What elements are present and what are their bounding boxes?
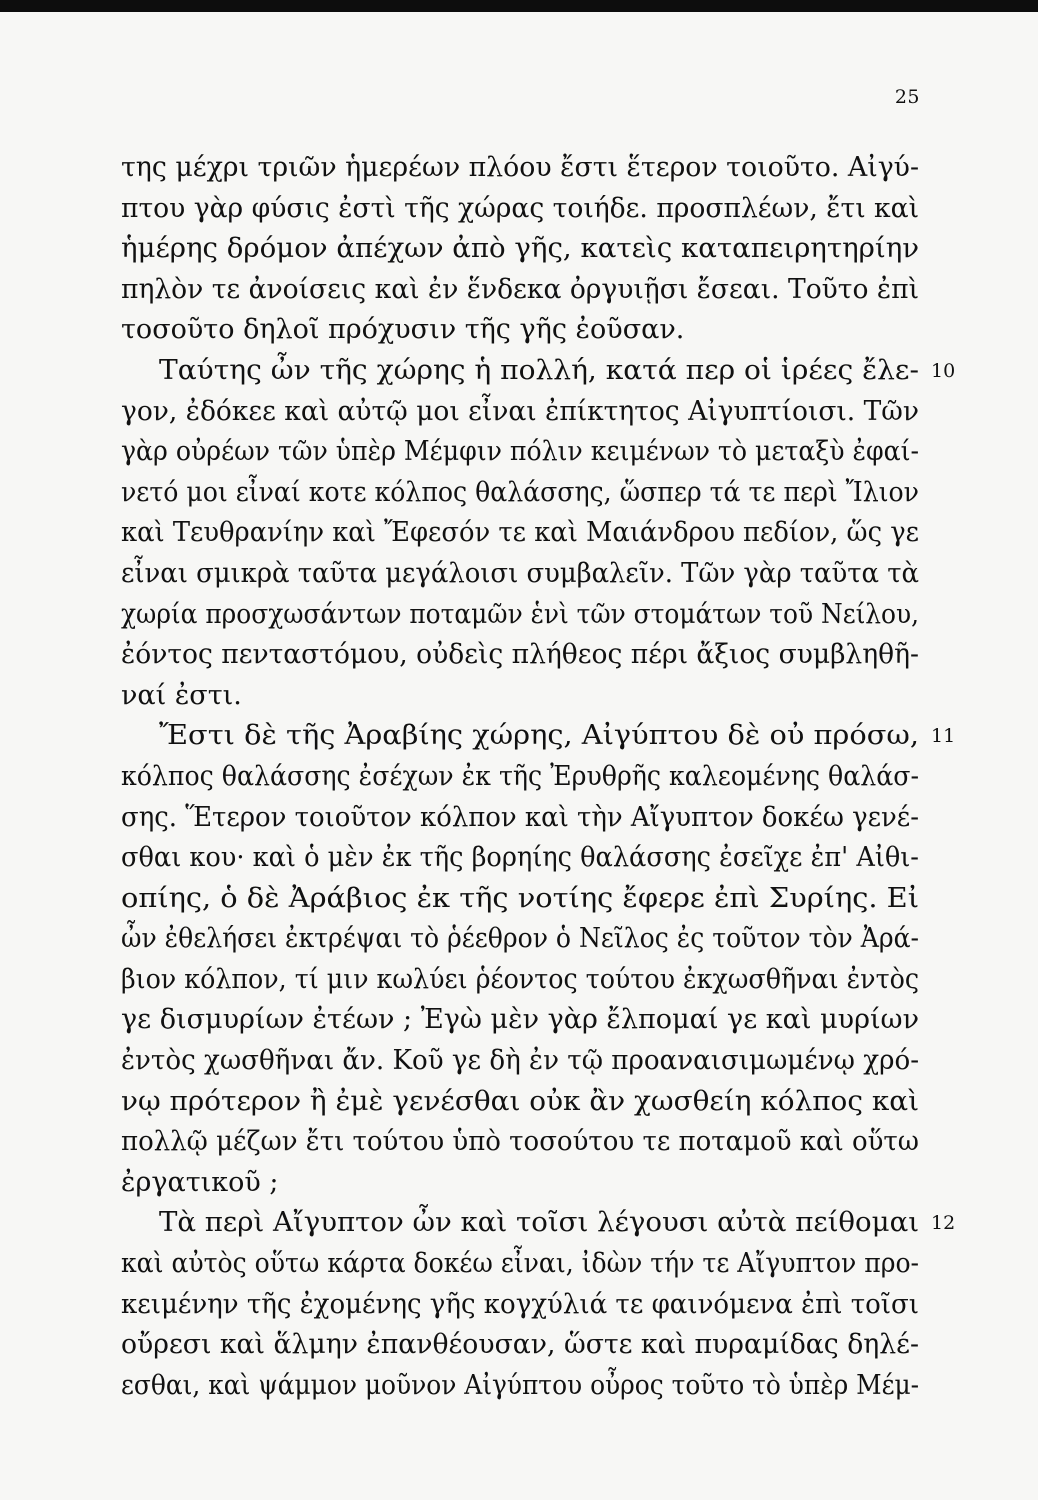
text-line (121, 757, 919, 798)
text-line (121, 635, 919, 676)
text-line-content: κόλπος θαλάσσης ἐσέχων ἐκ τῆς Ἐρυθρῆς καλεομένης θαλάσ- (121, 760, 920, 792)
text-line-content: σης. Ἕτερον τοιοῦτον κόλπον καὶ τὴν Αἴγυπτον δοκέω γενέ- (121, 801, 920, 833)
text-line-content: ναί ἐστι. (121, 679, 242, 711)
text-line-content: πολλῷ μέζων ἔτι τούτου ὑπὸ τοσούτου τε ποταμοῦ καὶ οὕτω (121, 1126, 919, 1158)
scan-top-border (0, 0, 1038, 12)
text-line-content: νῳ πρότερον ἢ ἐμὲ γενέσθαι οὐκ ἂν χωσθείη κόλπος καὶ (121, 1085, 920, 1117)
text-line (121, 392, 919, 433)
text-line-content: καὶ Τευθρανίην καὶ Ἔφεσόν τε καὶ Μαιάνδρου πεδίον, ὥς γε (121, 517, 919, 549)
text-line-content: βιον κόλπον, τί μιν κωλύει ῥέοντος τούτου ἐκχωσθῆναι ἐντὸς (121, 963, 920, 995)
text-line (121, 1000, 919, 1041)
text-line (121, 473, 919, 514)
text-line (121, 1041, 919, 1082)
text-line-content: Ταύτης ὦν τῆς χώρης ἡ πολλή, κατά περ οἱ ἱρέες ἔλε- (159, 354, 919, 386)
section-number: 10 (931, 359, 956, 382)
text-line-content: γον, ἐδόκεε καὶ αὐτῷ μοι εἶναι ἐπίκτητος Αἰγυπτίοισι. Τῶν (121, 395, 920, 427)
text-line (121, 1366, 919, 1407)
text-line-content: ἐντὸς χωσθῆναι ἄν. Κοῦ γε δὴ ἐν τῷ προαναισιμωμένῳ χρό- (121, 1045, 920, 1077)
text-line (121, 432, 919, 473)
text-line (121, 1325, 919, 1366)
text-line-content: Τὰ περὶ Αἴγυπτον ὦν καὶ τοῖσι λέγουσι αὐτὰ πείθομαι (159, 1207, 920, 1239)
text-line (121, 595, 919, 636)
text-line-content: καὶ αὐτὸς οὕτω κάρτα δοκέω εἶναι, ἰδὼν τήν τε Αἴγυπτον προ- (121, 1248, 920, 1280)
text-line (121, 879, 919, 920)
text-line-content: εσθαι, καὶ ψάμμον μοῦνον Αἰγύπτου οὖρος τοῦτο τὸ ὑπὲρ Μέμ- (121, 1369, 920, 1401)
text-line-content: κειμένην τῆς ἐχομένης γῆς κογχύλιά τε φαινόμενα ἐπὶ τοῖσι (121, 1288, 919, 1320)
text-line-content: γὰρ οὐρέων τῶν ὑπὲρ Μέμφιν πόλιν κειμένων τὸ μεταξὺ ἐφαί- (121, 436, 920, 468)
text-line (121, 270, 919, 311)
text-line (121, 1163, 919, 1204)
text-line-content: πτου γὰρ φύσις ἐστὶ τῆς χώρας τοιήδε. προσπλέων, ἔτι καὶ (121, 192, 920, 224)
text-line (121, 189, 919, 230)
text-line (121, 1203, 956, 1244)
text-line (121, 148, 919, 189)
section-number: 11 (931, 725, 956, 748)
greek-text-body (121, 148, 956, 1406)
text-line-content: γε δισμυρίων ἐτέων ; Ἐγὼ μὲν γὰρ ἔλπομαί γε καὶ μυρίων (121, 1004, 920, 1036)
text-line (121, 1244, 919, 1285)
text-line-content: τοσοῦτο δηλοῖ πρόχυσιν τῆς γῆς ἐοῦσαν. (121, 314, 685, 346)
text-line-content: εἶναι σμικρὰ ταῦτα μεγάλοισι συμβαλεῖν. Τῶν γὰρ ταῦτα τὰ (121, 557, 920, 589)
text-line-content: σθαι κου· καὶ ὁ μὲν ἐκ τῆς βορηίης θαλάσσης ἐσεῖχε ἐπ' Αἰθι- (121, 842, 919, 874)
text-line (121, 310, 919, 351)
text-line-content: της μέχρι τριῶν ἡμερέων πλόου ἔστι ἕτερον τοιοῦτο. Αἰγύ- (121, 152, 920, 183)
text-line-content: οὔρεσι καὶ ἅλμην ἐπανθέουσαν, ὥστε καὶ πυραμίδας δηλέ- (121, 1329, 919, 1361)
text-line (121, 554, 919, 595)
text-line (121, 351, 956, 392)
text-line-content: ἡμέρης δρόμον ἀπέχων ἀπὸ γῆς, κατεὶς καταπειρητηρίην (121, 233, 920, 265)
text-line (121, 1285, 919, 1326)
text-line-content: Ἔστι δὲ τῆς Ἀραβίης χώρης, Αἰγύπτου δὲ οὐ πρόσω, (159, 720, 920, 752)
text-line (121, 798, 919, 839)
text-line-content: ὦν ἐθελήσει ἐκτρέψαι τὸ ῥέεθρον ὁ Νεῖλος ἐς τοῦτον τὸν Ἀρά- (121, 923, 920, 955)
text-line (121, 960, 919, 1001)
text-line (121, 229, 919, 270)
page-number: 25 (894, 86, 920, 108)
text-line (121, 716, 956, 757)
text-line-content: ἐργατικοῦ ; (121, 1166, 279, 1198)
text-line-content: οπίης, ὁ δὲ Ἀράβιος ἐκ τῆς νοτίης ἔφερε ἐπὶ Συρίης. Εἰ (121, 882, 920, 914)
text-line-content: χωρία προσχωσάντων ποταμῶν ἑνὶ τῶν στομάτων τοῦ Νείλου, (121, 598, 920, 630)
text-line (121, 838, 919, 879)
text-line (121, 1122, 919, 1163)
text-line (121, 1082, 919, 1123)
text-line (121, 919, 919, 960)
text-line-content: νετό μοι εἶναί κοτε κόλπος θαλάσσης, ὥσπερ τά τε περὶ Ἴλιον (121, 476, 919, 508)
text-line (121, 513, 919, 554)
text-line (121, 676, 919, 717)
text-line-content: πηλὸν τε ἀνοίσεις καὶ ἐν ἕνδεκα ὀργυιῇσι ἔσεαι. Τοῦτο ἐπὶ (121, 273, 919, 305)
section-number: 12 (931, 1212, 956, 1235)
text-line-content: ἐόντος πενταστόμου, οὐδεὶς πλήθεος πέρι ἄξιος συμβληθῆ- (121, 639, 919, 671)
